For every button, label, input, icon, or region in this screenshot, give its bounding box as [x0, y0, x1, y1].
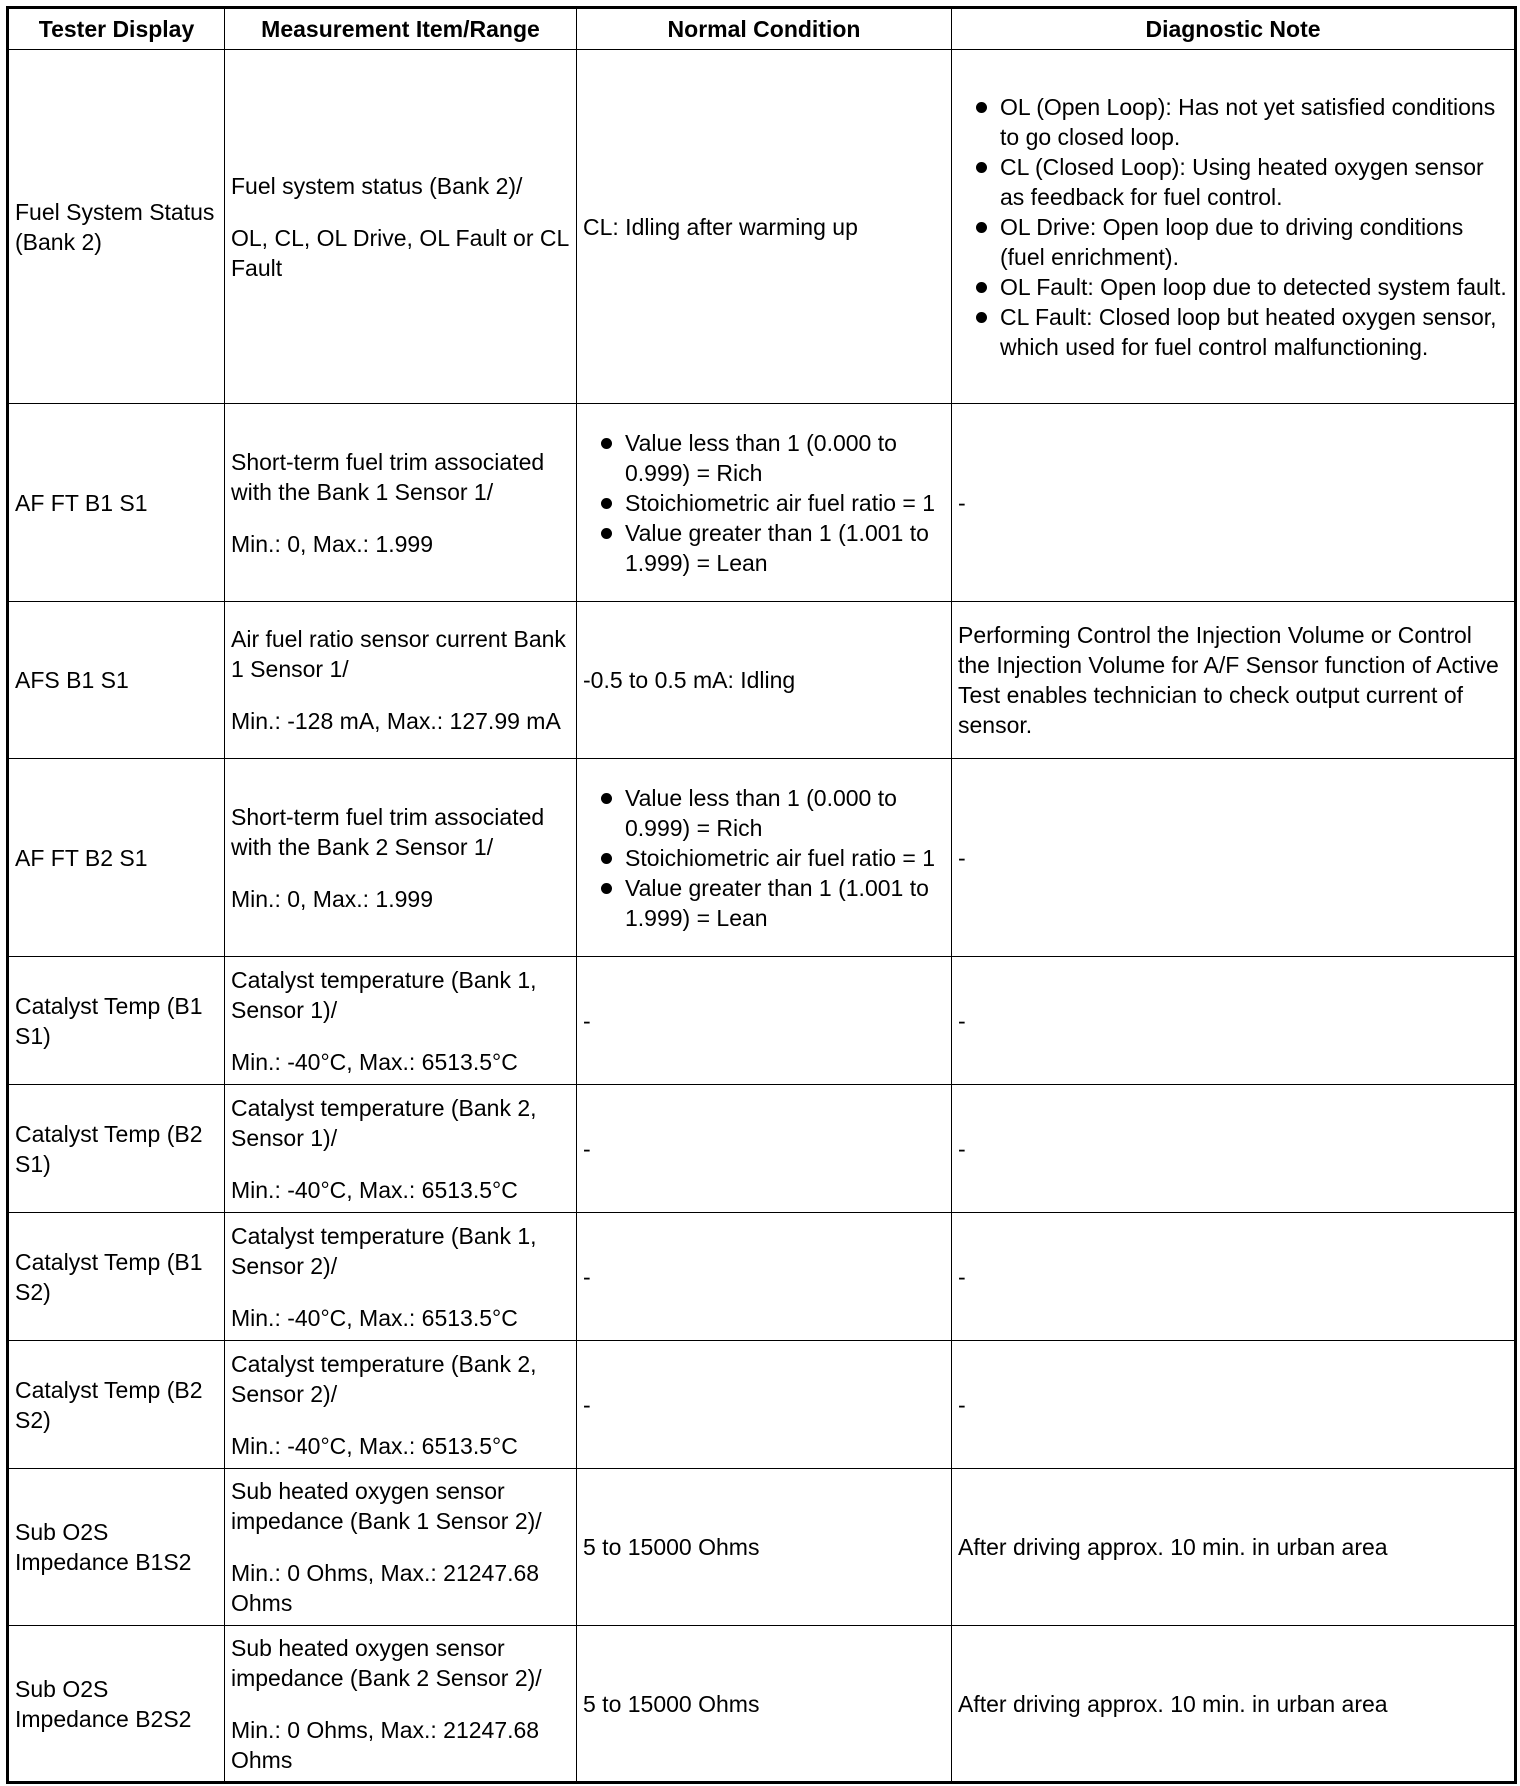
diagnostic-note-cell: After driving approx. 10 min. in urban area [952, 1469, 1516, 1626]
normal-bullet: Value less than 1 (0.000 to 0.999) = Rich [583, 783, 945, 843]
normal-condition-cell: 5 to 15000 Ohms [577, 1626, 952, 1783]
table-row [8, 1085, 1516, 1213]
normal-condition-cell: - [577, 1341, 952, 1469]
tester-display-cell: Fuel System Status (Bank 2) [8, 50, 225, 404]
measurement-item: Short-term fuel trim associated with the Bank 1 Sensor 1/ [231, 448, 545, 505]
normal-bullet: Value greater than 1 (1.001 to 1.999) = Lean [583, 518, 945, 578]
diagnostic-note-cell: - [952, 1341, 1516, 1469]
tester-display-cell: Catalyst Temp (B1 S1) [8, 957, 225, 1085]
measurement-range: Min.: -40°C, Max.: 6513.5°C [231, 1304, 518, 1331]
diagnostic-note-cell: After driving approx. 10 min. in urban area [952, 1626, 1516, 1783]
table-row [8, 957, 1516, 1085]
measurement-item: Short-term fuel trim associated with the Bank 2 Sensor 1/ [231, 803, 545, 860]
note-bullet: OL Drive: Open loop due to driving conditions (fuel enrichment). [958, 212, 1508, 272]
normal-condition-cell: CL: Idling after warming up [577, 50, 952, 404]
diagnostic-note-cell: - [952, 1085, 1516, 1213]
tester-display-cell: AF FT B2 S1 [8, 759, 225, 957]
diagnostic-note-cell: Performing Control the Injection Volume or Control the Injection Volume for A/F Sensor function of Active Test enables technician to check output current of sensor. [952, 602, 1516, 759]
measurement-item: Fuel system status (Bank 2)/ [231, 172, 523, 199]
measurement-range: Min.: -40°C, Max.: 6513.5°C [231, 1432, 518, 1459]
table-row [8, 1469, 1516, 1626]
measurement-range: Min.: 0, Max.: 1.999 [231, 530, 433, 557]
measurement-cell [225, 1469, 577, 1626]
header-normal-condition: Normal Condition [577, 8, 952, 50]
measurement-item: Sub heated oxygen sensor impedance (Bank 1 Sensor 2)/ [231, 1478, 542, 1534]
header-measurement-item-range: Measurement Item/Range [225, 8, 577, 50]
diagnostic-data-table [6, 6, 1517, 1784]
measurement-cell [225, 957, 577, 1085]
note-bullet: OL (Open Loop): Has not yet satisfied conditions to go closed loop. [958, 92, 1508, 152]
measurement-cell [225, 50, 577, 404]
measurement-range: Min.: 0 Ohms, Max.: 21247.68 Ohms [231, 1560, 540, 1616]
tester-display-cell: Catalyst Temp (B1 S2) [8, 1213, 225, 1341]
measurement-item: Catalyst temperature (Bank 2, Sensor 2)/ [231, 1350, 537, 1407]
normal-condition-cell: - [577, 957, 952, 1085]
measurement-item: Catalyst temperature (Bank 1, Sensor 1)/ [231, 966, 537, 1023]
tester-display-cell: AF FT B1 S1 [8, 404, 225, 602]
table-row [8, 1341, 1516, 1469]
table-row [8, 602, 1516, 759]
measurement-cell [225, 1213, 577, 1341]
table-row [8, 404, 1516, 602]
note-bullet: CL (Closed Loop): Using heated oxygen sensor as feedback for fuel control. [958, 152, 1508, 212]
normal-bullet: Stoichiometric air fuel ratio = 1 [583, 843, 945, 873]
measurement-item: Air fuel ratio sensor current Bank 1 Sensor 1/ [231, 626, 566, 682]
note-bullet-list [958, 92, 1508, 362]
table-row [8, 1626, 1516, 1783]
header-row [8, 8, 1516, 50]
normal-condition-cell: -0.5 to 0.5 mA: Idling [577, 602, 952, 759]
table-row [8, 50, 1516, 404]
measurement-item: Sub heated oxygen sensor impedance (Bank 2 Sensor 2)/ [231, 1634, 542, 1691]
measurement-range: OL, CL, OL Drive, OL Fault or CL Fault [231, 224, 569, 281]
measurement-cell [225, 1341, 577, 1469]
normal-condition-cell: - [577, 1085, 952, 1213]
measurement-cell [225, 1085, 577, 1213]
tester-display-cell: AFS B1 S1 [8, 602, 225, 759]
header-diagnostic-note: Diagnostic Note [952, 8, 1516, 50]
normal-bullet: Stoichiometric air fuel ratio = 1 [583, 488, 945, 518]
table-row [8, 1213, 1516, 1341]
tester-display-cell: Catalyst Temp (B2 S1) [8, 1085, 225, 1213]
header-tester-display: Tester Display [8, 8, 225, 50]
note-bullet: CL Fault: Closed loop but heated oxygen sensor, which used for fuel control malfunctioning. [958, 302, 1508, 362]
note-bullet: OL Fault: Open loop due to detected system fault. [958, 272, 1508, 302]
measurement-cell [225, 759, 577, 957]
diagnostic-note-cell: - [952, 404, 1516, 602]
normal-condition-cell [577, 404, 952, 602]
normal-condition-cell: 5 to 15000 Ohms [577, 1469, 952, 1626]
tester-display-cell: Sub O2S Impedance B1S2 [8, 1469, 225, 1626]
diagnostic-note-cell: - [952, 759, 1516, 957]
normal-bullet: Value greater than 1 (1.001 to 1.999) = Lean [583, 873, 945, 933]
tester-display-cell: Sub O2S Impedance B2S2 [8, 1626, 225, 1783]
measurement-range: Min.: 0 Ohms, Max.: 21247.68 Ohms [231, 1716, 540, 1773]
diagnostic-note-cell: - [952, 957, 1516, 1085]
measurement-range: Min.: -40°C, Max.: 6513.5°C [231, 1048, 518, 1075]
measurement-range: Min.: -40°C, Max.: 6513.5°C [231, 1176, 518, 1203]
normal-bullet-list [583, 428, 945, 578]
diagnostic-note-cell [952, 50, 1516, 404]
normal-condition-cell: - [577, 1213, 952, 1341]
measurement-cell [225, 1626, 577, 1783]
normal-condition-cell [577, 759, 952, 957]
measurement-cell [225, 404, 577, 602]
measurement-item: Catalyst temperature (Bank 1, Sensor 2)/ [231, 1222, 537, 1279]
measurement-cell [225, 602, 577, 759]
table-row [8, 759, 1516, 957]
measurement-item: Catalyst temperature (Bank 2, Sensor 1)/ [231, 1094, 537, 1151]
diagnostic-note-cell: - [952, 1213, 1516, 1341]
tester-display-cell: Catalyst Temp (B2 S2) [8, 1341, 225, 1469]
measurement-range: Min.: 0, Max.: 1.999 [231, 885, 433, 912]
measurement-range: Min.: -128 mA, Max.: 127.99 mA [231, 708, 561, 734]
normal-bullet: Value less than 1 (0.000 to 0.999) = Rich [583, 428, 945, 488]
normal-bullet-list [583, 783, 945, 933]
